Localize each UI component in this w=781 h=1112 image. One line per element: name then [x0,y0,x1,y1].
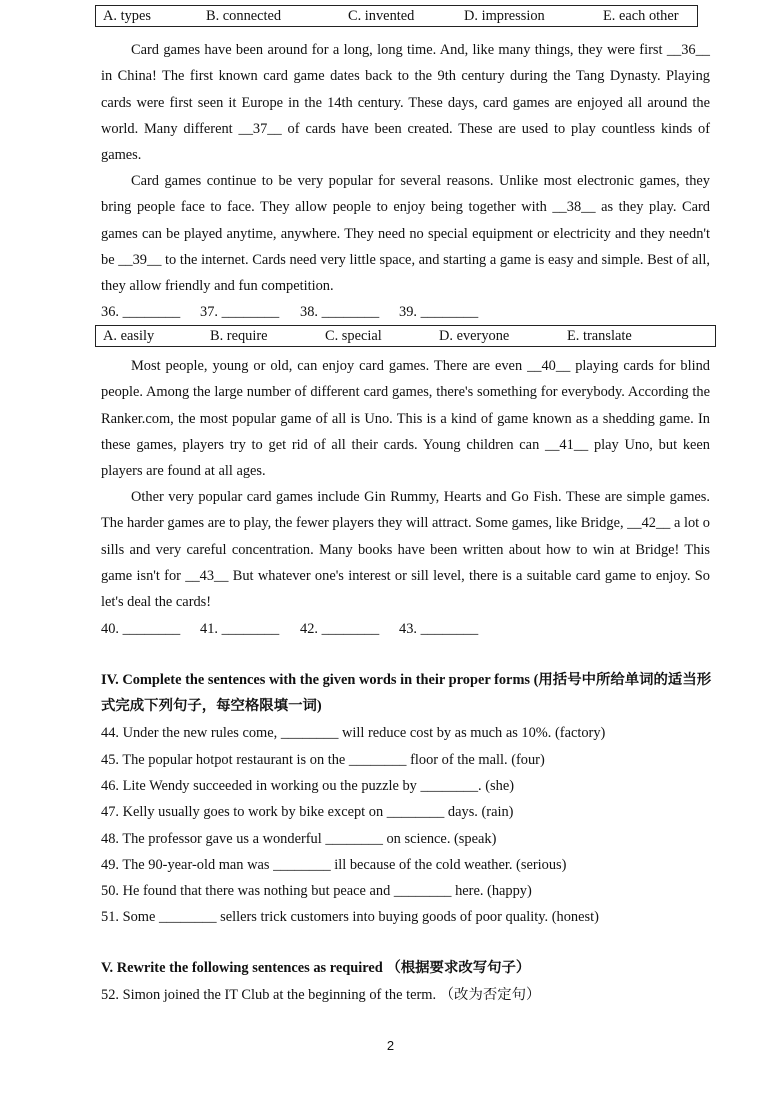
exercise-item: 47. Kelly usually goes to work by bike except on ________ days. (rain) [101,804,514,820]
answer-blank[interactable]: 37. ________ [200,304,280,320]
section-4-heading: IV. Complete the sentences with the given words in their proper forms (用括号中所给单词的适当形式完成下列句子，每空格限填一词) [101,672,712,715]
answer-blank[interactable]: 36. ________ [101,304,181,320]
word-bank-box-2 [95,325,716,347]
word-option: D. everyone [439,328,510,344]
passage-2-paragraph-1: Most people, young or old, can enjoy card games. There are even __40__ playing cards for blind people. Among the large number of different card games, there's something for everybody. According the Ranker.com, the most popular game of all is Uno. This is a kind of game known as a shedding game. In these games, players try to get rid of all their cards. Young children can __41__ play Uno, but keen players are found at all ages. [101,358,710,480]
exercise-item: 52. Simon joined the IT Club at the beginning of the term. （改为否定句） [101,987,541,1003]
exercise-item: 44. Under the new rules come, ________ will reduce cost by as much as 10%. (factory) [101,725,606,741]
exercise-item: 46. Lite Wendy succeeded in working ou the puzzle by ________. (she) [101,778,514,794]
exercise-item: 48. The professor gave us a wonderful ________ on science. (speak) [101,831,497,847]
passage-1-paragraph-1: Card games have been around for a long, long time. And, like many things, they were first __36__ in China! The first known card game dates back to the 9th century during the Tang Dynasty. Playing cards were first seen it Europe in the 14th century. These days, card games are enjoyed all around the world. Many different __37__ of cards have been created. These are used to play countless kinds of games. [101,42,710,164]
exercise-item: 49. The 90-year-old man was ________ ill because of the cold weather. (serious) [101,857,567,873]
word-option: B. require [210,328,268,344]
answer-blank[interactable]: 40. ________ [101,621,181,637]
answer-blank[interactable]: 39. ________ [399,304,479,320]
passage-1-paragraph-2: Card games continue to be very popular for several reasons. Unlike most electronic games, they bring people face to face. They allow people to enjoy being together with __38__ as they play. Card games can be played anytime, anywhere. They need no special equipment or electricity and they needn't be __39__ to the internet. Cards need very little space, and starting a game is easy and simple. Best of all, they allow friendly and fun competition. [101,173,710,295]
word-option: D. impression [464,8,545,24]
word-option: E. translate [567,328,632,344]
word-option: B. connected [206,8,282,24]
answer-blank[interactable]: 41. ________ [200,621,280,637]
word-option: A. easily [103,328,155,344]
word-option: C. invented [348,8,415,24]
exercise-item: 50. He found that there was nothing but peace and ________ here. (happy) [101,883,532,899]
word-option: A. types [103,8,151,24]
page-number: 2 [386,1038,395,1053]
exercise-item: 51. Some ________ sellers trick customers into buying goods of poor quality. (honest) [101,909,599,925]
passage-2-paragraph-2: Other very popular card games include Gin Rummy, Hearts and Go Fish. These are simple games. The harder games are to play, the fewer players they will attract. Some games, like Bridge, __42__ a lot o sills and very careful concentration. Many books have been written about how to win at Bridge! This game isn't for __43__ But whatever one's interest or sill level, there is a suitable card game to enjoy. So let's deal the cards! [101,489,710,611]
word-option: C. special [325,328,382,344]
word-bank-box-1 [95,5,698,27]
section-5-heading: V. Rewrite the following sentences as required （根据要求改写句子） [101,960,531,976]
answer-blank[interactable]: 38. ________ [300,304,380,320]
exercise-item: 45. The popular hotpot restaurant is on the ________ floor of the mall. (four) [101,752,545,768]
answer-blank[interactable]: 42. ________ [300,621,380,637]
word-option: E. each other [603,8,679,24]
answer-blank[interactable]: 43. ________ [399,621,479,637]
